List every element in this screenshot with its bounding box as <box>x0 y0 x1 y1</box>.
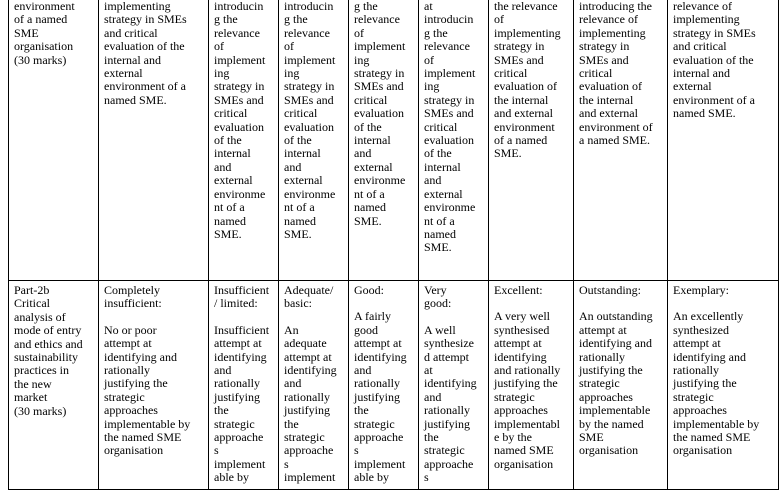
level-cell <box>209 281 279 490</box>
level-cell <box>489 0 574 281</box>
level-text: implementing strategy in SMEs and critical evaluation of the internal and external environment of a named SME. <box>104 0 187 107</box>
level-cell <box>209 0 279 281</box>
level-text: the relevance of implementing strategy in SMEs and critical evaluation of the internal and external environment of a named SME. <box>494 0 561 161</box>
level-cell <box>349 0 419 281</box>
level-cell <box>99 281 209 490</box>
level-text: g the relevance of implement ing strategy in SMEs and critical evaluation of the internal and external environme nt of a named SME. <box>354 0 406 228</box>
level-description: A well synthesize d attempt at identifying and rationally justifying the strategic approache s <box>424 322 477 485</box>
level-heading: Insufficient / limited: <box>214 283 270 311</box>
level-heading: Adequate/ basic: <box>284 283 334 311</box>
level-cell <box>279 0 349 281</box>
criterion-cell <box>9 0 99 281</box>
level-cell <box>419 0 489 281</box>
level-cell <box>574 281 668 490</box>
criterion-text: environment of a named SME organisation (30 marks) <box>14 0 75 67</box>
level-cell <box>419 281 489 490</box>
level-cell <box>279 281 349 490</box>
level-cell <box>574 0 668 281</box>
level-cell <box>668 281 779 490</box>
level-description: An outstanding attempt at identifying and rationally justifying the strategic approaches implementable by the named SME organisation <box>579 309 653 458</box>
level-description: Insufficient attempt at identifying and rationally justifying the strategic approache s implement able by <box>214 322 270 485</box>
table-row <box>9 0 779 281</box>
level-cell <box>349 281 419 490</box>
level-text: introducin g the relevance of implement ing strategy in SMEs and critical evaluation of the internal and external environme nt of a named SME. <box>284 0 336 241</box>
level-heading: Excellent: <box>494 283 543 297</box>
level-description: An adequate attempt at identifying and rationally justifying the strategic approache s implement <box>284 322 337 485</box>
level-text: relevance of implementing strategy in SMEs and critical evaluation of the internal and external environment of a named SME. <box>673 0 756 121</box>
level-cell <box>489 281 574 490</box>
level-text: at introducin g the relevance of implement ing strategy in SMEs and critical evaluation of the internal and external environme nt of a named SME. <box>424 0 476 255</box>
level-text: introducing the relevance of implementing strategy in SMEs and critical evaluation of the internal and external environment of a named SME. <box>579 0 653 148</box>
level-heading: Exemplary: <box>673 283 729 297</box>
level-description: An excellently synthesized attempt at identifying and rationally justifying the strategic approaches implementable by the named SME organisation <box>673 309 760 458</box>
level-heading: Good: <box>354 283 384 297</box>
level-heading: Completely insufficient: <box>104 283 162 311</box>
criterion-cell <box>9 281 99 490</box>
level-description: A fairly good attempt at identifying and rationally justifying the strategic approache s implement able by <box>354 309 407 485</box>
table-row <box>9 281 779 490</box>
level-description: A very well synthesised attempt at identifying and rationally justifying the strategic approaches implementabl e by the named SME organisation <box>494 309 561 471</box>
level-description: No or poor attempt at identifying and rationally justifying the strategic approaches implementable by the named SME organisation <box>104 322 191 458</box>
level-cell <box>668 0 779 281</box>
level-heading: Very good: <box>424 283 452 311</box>
criterion-text: Part-2b Critical analysis of mode of entry and ethics and sustainability practices in the new market (30 marks) <box>14 283 83 418</box>
level-text: introducin g the relevance of implement ing strategy in SMEs and critical evaluation of the internal and external environme nt of a named SME. <box>214 0 266 241</box>
level-heading: Outstanding: <box>579 283 641 297</box>
level-cell <box>99 0 209 281</box>
rubric-table <box>8 0 779 490</box>
